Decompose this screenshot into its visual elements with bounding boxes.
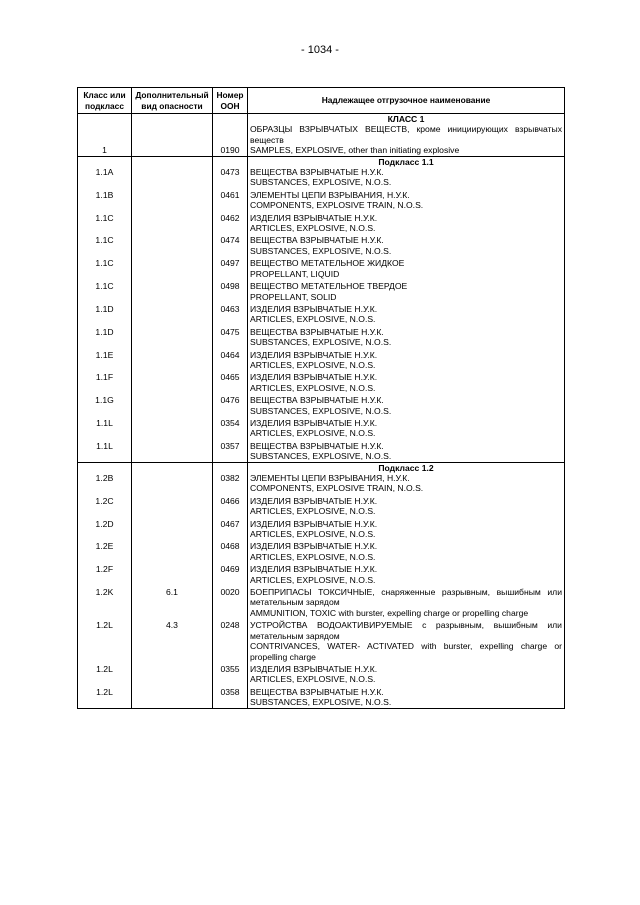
shipping-name-english: PROPELLANT, LIQUID — [250, 268, 340, 279]
shipping-name-english: ARTICLES, EXPLOSIVE, N.O.S. — [250, 574, 376, 585]
cell-shipping-name — [248, 564, 565, 587]
cell-class: 1.1E — [78, 350, 132, 373]
shipping-name-english: SUBSTANCES, EXPLOSIVE, N.O.S. — [250, 451, 392, 462]
shipping-name-russian: ИЗДЕЛИЯ ВЗРЫВЧАТЫЕ Н.У.К. — [250, 663, 378, 674]
cell-shipping-name — [248, 235, 565, 258]
shipping-name-english: CONTRIVANCES, WATER- ACTIVATED with burster, expelling charge or propelling charge — [250, 641, 562, 662]
shipping-name-russian: ИЗДЕЛИЯ ВЗРЫВЧАТЫЕ Н.У.К. — [250, 372, 378, 383]
cell-class: 1.2F — [78, 564, 132, 587]
cell-class: 1.1L — [78, 418, 132, 441]
cell-subsidiary — [132, 304, 213, 327]
shipping-name-english: PROPELLANT, SOLID — [250, 291, 337, 302]
cell-shipping-name — [248, 418, 565, 441]
table-row — [78, 418, 565, 441]
cell-class: 1.2K — [78, 587, 132, 620]
cell-shipping-name — [248, 441, 565, 462]
cell-class: 1.1D — [78, 327, 132, 350]
cell-un-number: 0469 — [213, 564, 248, 587]
cell-class: 1.1C — [78, 213, 132, 236]
shipping-name-russian: ВЕЩЕСТВО МЕТАТЕЛЬНОЕ ТВЕРДОЕ — [250, 281, 408, 292]
table-row — [78, 441, 565, 462]
section-header-row — [78, 114, 565, 125]
cell-shipping-name — [248, 687, 565, 708]
shipping-name-russian: ИЗДЕЛИЯ ВЗРЫВЧАТЫЕ Н.У.К. — [250, 495, 378, 506]
cell-shipping-name — [248, 519, 565, 542]
table-row — [78, 167, 565, 190]
cell-shipping-name — [248, 473, 565, 496]
shipping-name-russian: ИЗДЕЛИЯ ВЗРЫВЧАТЫЕ Н.У.К. — [250, 564, 378, 575]
shipping-name-russian: ВЕЩЕСТВА ВЗРЫВЧАТЫЕ Н.У.К. — [250, 686, 384, 697]
cell-un-number: 0497 — [213, 258, 248, 281]
cell-un-number: 0248 — [213, 620, 248, 664]
cell-un-number: 0358 — [213, 687, 248, 708]
cell-subsidiary — [132, 564, 213, 587]
section-header-empty-cell — [132, 114, 213, 125]
shipping-name-english: ARTICLES, EXPLOSIVE, N.O.S. — [250, 223, 376, 234]
cell-shipping-name — [248, 213, 565, 236]
cell-shipping-name — [248, 587, 565, 620]
table-row — [78, 281, 565, 304]
cell-shipping-name — [248, 372, 565, 395]
table-row — [78, 124, 565, 156]
cell-subsidiary: 6.1 — [132, 587, 213, 620]
cell-subsidiary — [132, 441, 213, 462]
section-title — [248, 156, 565, 167]
table-row — [78, 190, 565, 213]
shipping-name-russian: ИЗДЕЛИЯ ВЗРЫВЧАТЫЕ Н.У.К. — [250, 541, 378, 552]
dangerous-goods-table — [77, 87, 565, 709]
cell-shipping-name — [248, 541, 565, 564]
shipping-name-russian: ЭЛЕМЕНТЫ ЦЕПИ ВЗРЫВАНИЯ, Н.У.К. — [250, 473, 410, 483]
cell-un-number: 0190 — [213, 124, 248, 156]
cell-un-number: 0382 — [213, 473, 248, 496]
shipping-name-russian: ОБРАЗЦЫ ВЗРЫВЧАТЫХ ВЕЩЕСТВ, кроме инициирующих взрывчатых веществ — [250, 124, 562, 145]
cell-subsidiary — [132, 519, 213, 542]
column-header-un-number: Номер ООН — [213, 88, 248, 114]
shipping-name-russian: ИЗДЕЛИЯ ВЗРЫВЧАТЫЕ Н.У.К. — [250, 349, 378, 360]
shipping-name-russian: ИЗДЕЛИЯ ВЗРЫВЧАТЫЕ Н.У.К. — [250, 518, 378, 529]
section-title-line: КЛАСС 1 — [387, 114, 425, 124]
table-row — [78, 687, 565, 708]
cell-subsidiary — [132, 327, 213, 350]
cell-class: 1.1C — [78, 235, 132, 258]
column-header-shipping-name: Надлежащее отгрузочное наименование — [248, 88, 565, 114]
shipping-name-russian: ВЕЩЕСТВА ВЗРЫВЧАТЫЕ Н.У.К. — [250, 395, 384, 406]
section-header-empty-cell — [132, 156, 213, 167]
column-header-class: Класс или подкласс — [78, 88, 132, 114]
cell-un-number: 0468 — [213, 541, 248, 564]
cell-subsidiary: 4.3 — [132, 620, 213, 664]
section-header-empty-cell — [132, 462, 213, 473]
cell-subsidiary — [132, 281, 213, 304]
cell-un-number: 0467 — [213, 519, 248, 542]
shipping-name-english: SAMPLES, EXPLOSIVE, other than initiating explosive — [250, 145, 460, 156]
column-header-subsidiary: Дополнительный вид опасности — [132, 88, 213, 114]
table-row — [78, 235, 565, 258]
shipping-name-english: ARTICLES, EXPLOSIVE, N.O.S. — [250, 529, 376, 540]
cell-un-number: 0354 — [213, 418, 248, 441]
shipping-name-russian: ВЕЩЕСТВА ВЗРЫВЧАТЫЕ Н.У.К. — [250, 235, 384, 246]
cell-un-number: 0476 — [213, 395, 248, 418]
section-title-line: Подкласс 1.2 — [378, 462, 434, 473]
section-header-empty-cell — [78, 156, 132, 167]
table-row — [78, 395, 565, 418]
cell-subsidiary — [132, 473, 213, 496]
shipping-name-english: SUBSTANCES, EXPLOSIVE, N.O.S. — [250, 697, 392, 708]
table-row — [78, 564, 565, 587]
cell-class: 1.2L — [78, 620, 132, 664]
shipping-name-english: ARTICLES, EXPLOSIVE, N.O.S. — [250, 382, 376, 393]
cell-subsidiary — [132, 372, 213, 395]
section-header-row — [78, 462, 565, 473]
cell-shipping-name — [248, 350, 565, 373]
cell-class: 1.1C — [78, 281, 132, 304]
table-row — [78, 519, 565, 542]
cell-shipping-name — [248, 190, 565, 213]
table-row — [78, 304, 565, 327]
cell-un-number: 0465 — [213, 372, 248, 395]
table-row — [78, 541, 565, 564]
page-number: - 1034 - — [301, 44, 339, 56]
cell-subsidiary — [132, 664, 213, 687]
cell-class: 1.1B — [78, 190, 132, 213]
shipping-name-english: AMMUNITION, TOXIC with burster, expelling charge or propelling charge — [250, 607, 529, 618]
table-row — [78, 327, 565, 350]
cell-subsidiary — [132, 350, 213, 373]
cell-class: 1.2E — [78, 541, 132, 564]
cell-un-number: 0355 — [213, 664, 248, 687]
cell-un-number: 0020 — [213, 587, 248, 620]
cell-subsidiary — [132, 124, 213, 156]
shipping-name-english: COMPONENTS, EXPLOSIVE TRAIN, N.O.S. — [250, 200, 424, 211]
table-row — [78, 664, 565, 687]
cell-subsidiary — [132, 541, 213, 564]
cell-class: 1.1G — [78, 395, 132, 418]
cell-shipping-name — [248, 258, 565, 281]
cell-shipping-name — [248, 496, 565, 519]
cell-un-number: 0463 — [213, 304, 248, 327]
cell-shipping-name — [248, 620, 565, 664]
cell-subsidiary — [132, 395, 213, 418]
table-header-row — [78, 88, 565, 114]
cell-un-number: 0475 — [213, 327, 248, 350]
cell-class: 1.1L — [78, 441, 132, 462]
section-title — [248, 462, 565, 473]
cell-un-number: 0461 — [213, 190, 248, 213]
cell-shipping-name — [248, 304, 565, 327]
table-row — [78, 372, 565, 395]
cell-class: 1.2C — [78, 496, 132, 519]
cell-subsidiary — [132, 496, 213, 519]
shipping-name-english: ARTICLES, EXPLOSIVE, N.O.S. — [250, 359, 376, 370]
shipping-name-russian: УСТРОЙСТВА ВОДОАКТИВИРУЕМЫЕ с разрывным, вышибным или метательным зарядом — [250, 620, 562, 641]
section-title — [248, 114, 565, 125]
shipping-name-russian: ВЕЩЕСТВО МЕТАТЕЛЬНОЕ ЖИДКОЕ — [250, 258, 405, 269]
shipping-name-english: ARTICLES, EXPLOSIVE, N.O.S. — [250, 428, 376, 439]
section-header-row — [78, 156, 565, 167]
section-header-empty-cell — [213, 462, 248, 473]
cell-class: 1.1D — [78, 304, 132, 327]
shipping-name-english: SUBSTANCES, EXPLOSIVE, N.O.S. — [250, 177, 392, 188]
cell-un-number: 0464 — [213, 350, 248, 373]
shipping-name-english: SUBSTANCES, EXPLOSIVE, N.O.S. — [250, 337, 392, 348]
cell-shipping-name — [248, 327, 565, 350]
table-body — [78, 114, 565, 709]
cell-un-number: 0498 — [213, 281, 248, 304]
table-row — [78, 473, 565, 496]
cell-subsidiary — [132, 213, 213, 236]
cell-class: 1.1F — [78, 372, 132, 395]
cell-subsidiary — [132, 235, 213, 258]
shipping-name-english: ARTICLES, EXPLOSIVE, N.O.S. — [250, 506, 376, 517]
section-header-empty-cell — [213, 114, 248, 125]
cell-un-number: 0466 — [213, 496, 248, 519]
cell-subsidiary — [132, 418, 213, 441]
cell-subsidiary — [132, 258, 213, 281]
table-row — [78, 213, 565, 236]
cell-un-number: 0473 — [213, 167, 248, 190]
shipping-name-english: ARTICLES, EXPLOSIVE, N.O.S. — [250, 314, 376, 325]
section-header-empty-cell — [213, 156, 248, 167]
cell-class: 1 — [78, 124, 132, 156]
cell-shipping-name — [248, 281, 565, 304]
shipping-name-english: ARTICLES, EXPLOSIVE, N.O.S. — [250, 551, 376, 562]
shipping-name-english: SUBSTANCES, EXPLOSIVE, N.O.S. — [250, 405, 392, 416]
section-header-empty-cell — [78, 114, 132, 125]
cell-class: 1.2D — [78, 519, 132, 542]
section-title-line: Подкласс 1.1 — [378, 156, 434, 167]
cell-class: 1.2L — [78, 687, 132, 708]
cell-un-number: 0462 — [213, 213, 248, 236]
table-row — [78, 350, 565, 373]
shipping-name-russian: ИЗДЕЛИЯ ВЗРЫВЧАТЫЕ Н.У.К. — [250, 212, 378, 223]
cell-class: 1.1A — [78, 167, 132, 190]
shipping-name-english: COMPONENTS, EXPLOSIVE TRAIN, N.O.S. — [250, 483, 424, 494]
cell-class: 1.2B — [78, 473, 132, 496]
section-header-empty-cell — [78, 462, 132, 473]
cell-shipping-name — [248, 664, 565, 687]
table-row — [78, 587, 565, 620]
shipping-name-english: ARTICLES, EXPLOSIVE, N.O.S. — [250, 674, 376, 685]
table-row — [78, 258, 565, 281]
cell-un-number: 0474 — [213, 235, 248, 258]
cell-subsidiary — [132, 167, 213, 190]
shipping-name-russian: ВЕЩЕСТВА ВЗРЫВЧАТЫЕ Н.У.К. — [250, 167, 384, 178]
shipping-name-russian: БОЕПРИПАСЫ ТОКСИЧНЫЕ, снаряженные разрывным, вышибным или метательным зарядом — [250, 587, 562, 608]
cell-shipping-name — [248, 395, 565, 418]
cell-shipping-name — [248, 124, 565, 156]
shipping-name-russian: ЭЛЕМЕНТЫ ЦЕПИ ВЗРЫВАНИЯ, Н.У.К. — [250, 189, 410, 200]
table-row — [78, 496, 565, 519]
cell-subsidiary — [132, 687, 213, 708]
shipping-name-english: SUBSTANCES, EXPLOSIVE, N.O.S. — [250, 245, 392, 256]
table-row — [78, 620, 565, 664]
cell-class: 1.2L — [78, 664, 132, 687]
shipping-name-russian: ИЗДЕЛИЯ ВЗРЫВЧАТЫЕ Н.У.К. — [250, 303, 378, 314]
cell-shipping-name — [248, 167, 565, 190]
shipping-name-russian: ВЕЩЕСТВА ВЗРЫВЧАТЫЕ Н.У.К. — [250, 326, 384, 337]
shipping-name-russian: ИЗДЕЛИЯ ВЗРЫВЧАТЫЕ Н.У.К. — [250, 417, 378, 428]
cell-subsidiary — [132, 190, 213, 213]
cell-un-number: 0357 — [213, 441, 248, 462]
shipping-name-russian: ВЕЩЕСТВА ВЗРЫВЧАТЫЕ Н.У.К. — [250, 440, 384, 451]
cell-class: 1.1C — [78, 258, 132, 281]
